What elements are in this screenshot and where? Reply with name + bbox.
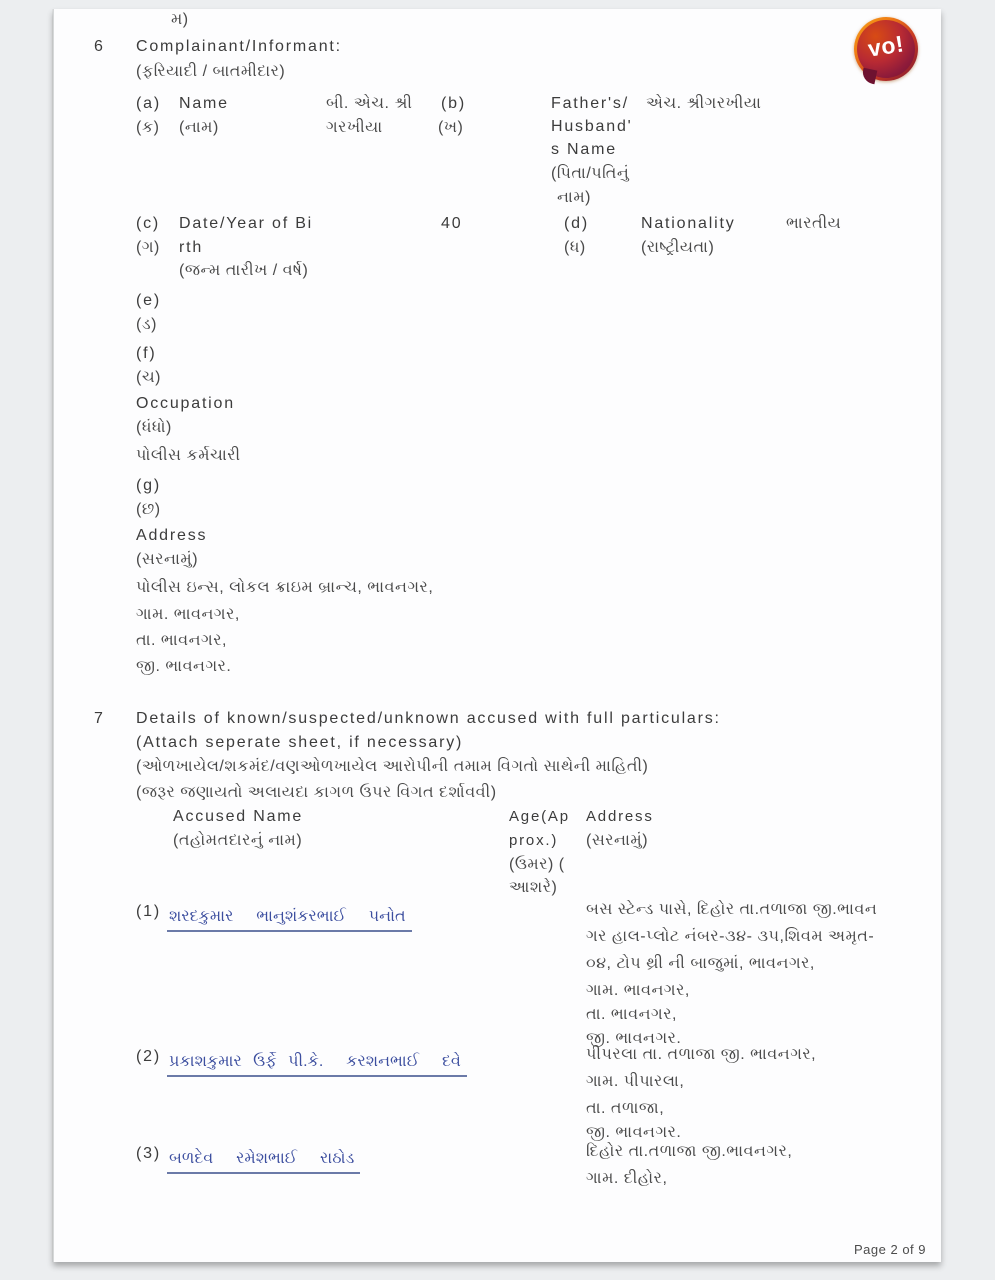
- occupation-value: પોલીસ કર્મચારી: [136, 447, 241, 464]
- address-line: તા. ભાવનગર,: [136, 632, 227, 649]
- field-c-tag-gujarati: (ગ): [136, 239, 160, 256]
- section7-title: Details of known/suspected/unknown accused with full particulars:: [136, 710, 721, 727]
- field-d-label-gujarati: (રાષ્ટ્રીયતા): [641, 239, 715, 256]
- accused-address-line: જી. ભાવનગર.: [586, 1124, 682, 1141]
- accused-address-line: ગામ. પીપારલા,: [586, 1073, 685, 1090]
- accused-name: બળદેવ રમેશભાઈ રાઠોડ: [167, 1150, 360, 1174]
- field-a-tag-gujarati: (ક): [136, 119, 160, 136]
- field-d-label: Nationality: [641, 215, 736, 232]
- occupation-label: Occupation: [136, 395, 235, 412]
- field-c-label-gujarati: (જન્મ તારીખ / વર્ષ): [179, 262, 309, 279]
- field-b-label-line1: Father's/: [551, 95, 629, 112]
- accused-row-index: (3): [136, 1145, 161, 1162]
- field-d-value: ભારતીય: [786, 215, 842, 232]
- field-b-value: એચ. શ્રીગરખીયા: [646, 95, 762, 112]
- accused-address-line: ગર હાલ-પ્લોટ નંબર-૩૪- ૩૫,શિવમ અમૃત-: [586, 928, 875, 945]
- address-line: જી. ભાવનગર.: [136, 658, 232, 675]
- field-b-label-line3: s Name: [551, 141, 617, 158]
- section6-title-gujarati: (ફરિયાદી / બાતમીદાર): [136, 63, 286, 80]
- accused-address-line: બસ સ્ટેન્ડ પાસે, દિહોર તા.તળાજા જી.ભાવન: [586, 901, 878, 918]
- column-header-age-line1: Age(Ap: [509, 808, 570, 825]
- accused-address-line: ૦૪, ટોપ થ્રી ની બાજુમાં, ભાવનગર,: [586, 955, 815, 972]
- section7-subtitle-gujarati-1: (ઓળખાયેલ/શકમંદ/વણઓળખાયેલ આરોપીની તમામ વિગતો સાથેની માહિતી): [136, 758, 649, 775]
- accused-row-index: (2): [136, 1048, 161, 1065]
- section6-title: Complainant/Informant:: [136, 38, 342, 55]
- field-b-label-gujarati-line2: નામ): [557, 189, 591, 206]
- vo-logo-text: vo!: [866, 30, 906, 62]
- section7-subtitle: (Attach seperate sheet, if necessary): [136, 734, 464, 751]
- field-b-tag: (b): [441, 95, 466, 112]
- vo-logo: [854, 17, 920, 85]
- address-line: પોલીસ ઇન્સ, લોકલ ક્રાઇમ બ્રાન્ચ, ભાવનગર,: [136, 579, 434, 596]
- field-g-tag: (g): [136, 477, 161, 494]
- column-header-accused-name: Accused Name: [173, 808, 304, 825]
- address-label: Address: [136, 527, 208, 544]
- accused-address-line: ગામ. દીહોર,: [586, 1170, 668, 1187]
- occupation-label-gujarati: (ધંધો): [136, 419, 172, 436]
- wrapped-text-fragment: મ): [171, 11, 189, 28]
- field-c-label-line1: Date/Year of Bi: [179, 215, 314, 232]
- vo-logo-tail: [861, 68, 878, 85]
- column-header-address-gujarati: (સરનામું): [586, 832, 649, 849]
- accused-name: શરદકુમાર ભાનુશંકરભાઈ પનોત: [167, 908, 412, 932]
- field-b-label-gujarati-line1: (પિતા/પતિનું: [551, 165, 630, 182]
- field-d-tag: (d): [564, 215, 589, 232]
- address-label-gujarati: (સરનામું): [136, 551, 199, 568]
- accused-address-line: જી. ભાવનગર.: [586, 1030, 682, 1047]
- accused-name: પ્રકાશકુમાર ઉર્ફે પી.કે. કરશનભાઈ દવે: [167, 1053, 467, 1077]
- field-a-value-line2: ગરખીયા: [326, 119, 383, 136]
- column-header-age-gujarati-line1: (ઉમર) (: [509, 856, 565, 873]
- fir-document-page: [53, 9, 941, 1262]
- field-a-tag: (a): [136, 95, 161, 112]
- field-b-label-line2: Husband': [551, 118, 633, 135]
- field-c-label-line2: rth: [179, 239, 204, 256]
- address-line: ગામ. ભાવનગર,: [136, 606, 240, 623]
- field-e-tag: (e): [136, 292, 161, 309]
- accused-address-line: પીપરલા તા. તળાજા જી. ભાવનગર,: [586, 1046, 817, 1063]
- accused-address-line: તા. ભાવનગર,: [586, 1006, 677, 1023]
- field-d-tag-gujarati: (ધ): [564, 239, 586, 256]
- accused-address-line: દિહોર તા.તળાજા જી.ભાવનગર,: [586, 1143, 793, 1160]
- field-f-tag-gujarati: (ચ): [136, 369, 161, 386]
- accused-address-line: ગામ. ભાવનગર,: [586, 982, 690, 999]
- page-number: Page 2 of 9: [854, 1242, 926, 1257]
- column-header-address: Address: [586, 808, 654, 825]
- field-g-tag-gujarati: (છ): [136, 501, 161, 518]
- field-a-label: Name: [179, 95, 229, 112]
- section7-number: 7: [94, 710, 105, 727]
- accused-address-line: તા. તળાજા,: [586, 1100, 665, 1117]
- accused-row-index: (1): [136, 903, 161, 920]
- column-header-accused-name-gujarati: (તહોમતદારનું નામ): [173, 832, 303, 849]
- section7-subtitle-gujarati-2: (જરૂર જણાયતો અલાયદા કાગળ ઉપર વિગત દર્શાવવી): [136, 784, 497, 801]
- column-header-age-line2: prox.): [509, 832, 559, 849]
- field-f-tag: (f): [136, 345, 157, 362]
- field-a-value-line1: બી. એચ. શ્રી: [326, 95, 413, 112]
- field-a-label-gujarati: (નામ): [179, 119, 219, 136]
- field-b-tag-gujarati: (ખ): [438, 119, 464, 136]
- column-header-age-gujarati-line2: આશરે): [509, 879, 558, 896]
- field-c-value: 40: [441, 215, 463, 232]
- field-e-tag-gujarati: (ડ): [136, 316, 157, 333]
- field-c-tag: (c): [136, 215, 161, 232]
- section6-number: 6: [94, 38, 105, 55]
